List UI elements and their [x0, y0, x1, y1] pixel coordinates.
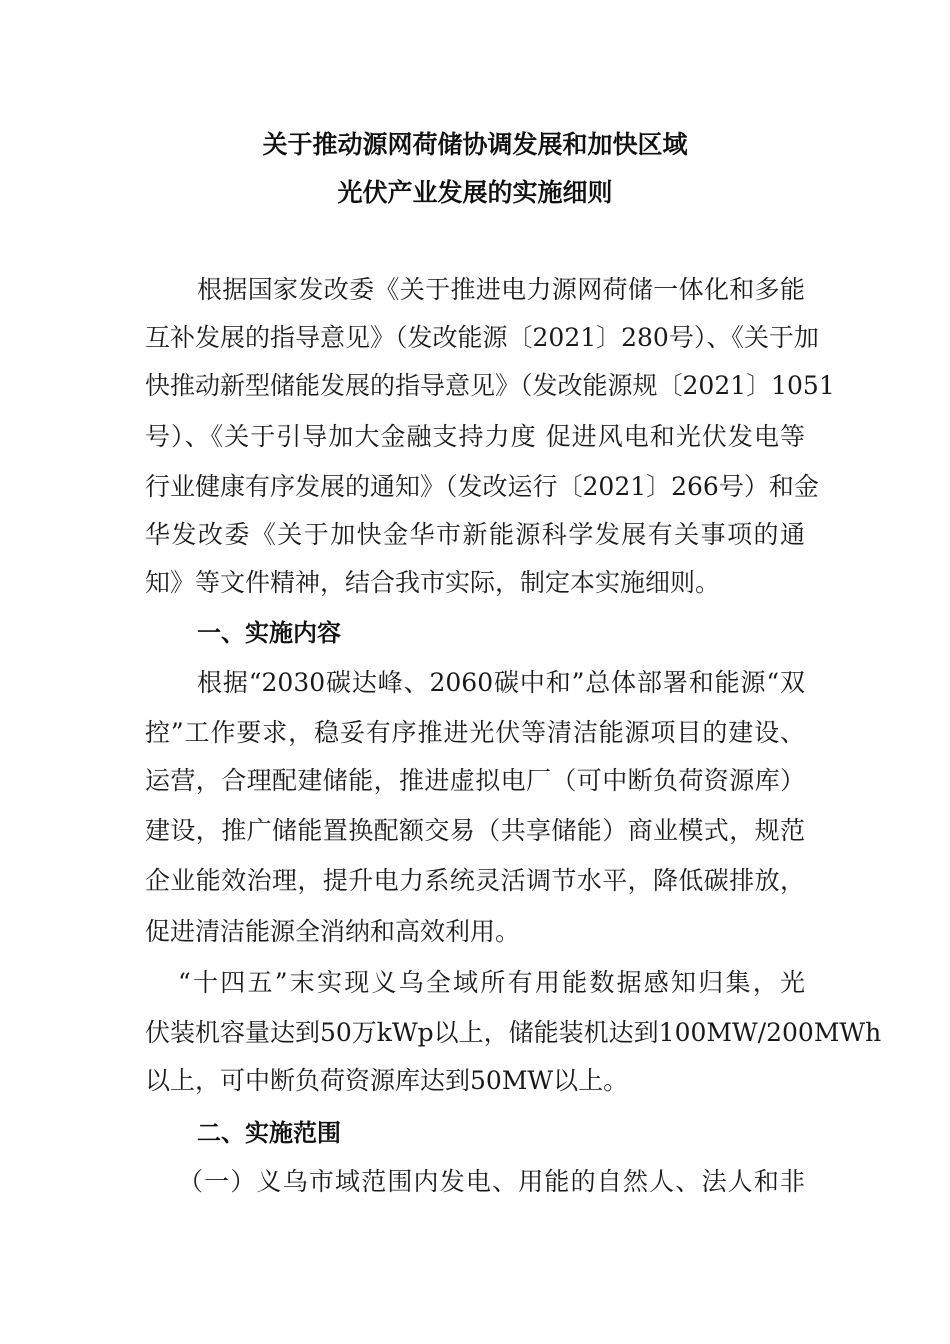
- intro-line: 互补发展的指导意见》（发改能源〔2021〕280号）、《关于加: [145, 323, 819, 352]
- intro-line: 根据国家发改委《关于推进电力源网荷储一体化和多能: [197, 275, 805, 304]
- intro-line: 快推动新型储能发展的指导意见》（发改能源规〔2021〕1051: [145, 371, 835, 400]
- intro-line: 华发改委《关于加快金华市新能源科学发展有关事项的通: [145, 520, 805, 549]
- paragraph-line: 根据“2030碳达峰、2060碳中和”总体部署和能源“双: [197, 668, 805, 697]
- paragraph-line: 建设，推广储能置换配额交易（共享储能）商业模式，规范: [145, 816, 805, 845]
- paragraph-line: 企业能效治理，提升电力系统灵活调节水平，降低碳排放，: [145, 866, 805, 895]
- document-title-line-1: 关于推动源网荷储协调发展和加快区域: [262, 130, 688, 159]
- paragraph-line: 运营，合理配建储能，推进虚拟电厂（可中断负荷资源库）: [145, 766, 805, 795]
- document-title-line-2: 光伏产业发展的实施细则: [337, 178, 613, 207]
- paragraph-line: 促进清洁能源全消纳和高效利用。: [145, 917, 521, 946]
- intro-line: 行业健康有序发展的通知》（发改运行〔2021〕266号）和金: [145, 472, 819, 501]
- section-heading-implementation-scope: 二、实施范围: [197, 1119, 341, 1147]
- paragraph-line: 伏装机容量达到50万kWp以上，储能装机达到100MW/200MWh: [145, 1018, 882, 1047]
- paragraph-line: “十四五”末实现义乌全域所有用能数据感知归集，光: [178, 968, 805, 997]
- scope-item-1-line: （一）义乌市域范围内发电、用能的自然人、法人和非: [178, 1167, 805, 1196]
- intro-line: 知》等文件精神，结合我市实际，制定本实施细则。: [145, 568, 721, 597]
- intro-line: 号）、《关于引导加大金融支持力度 促进风电和光伏发电等: [145, 422, 805, 451]
- section-heading-implementation-content: 一、实施内容: [197, 619, 341, 647]
- paragraph-line: 以上，可中断负荷资源库达到50MW以上。: [145, 1066, 629, 1095]
- paragraph-line: 控”工作要求，稳妥有序推进光伏等清洁能源项目的建设、: [145, 718, 805, 747]
